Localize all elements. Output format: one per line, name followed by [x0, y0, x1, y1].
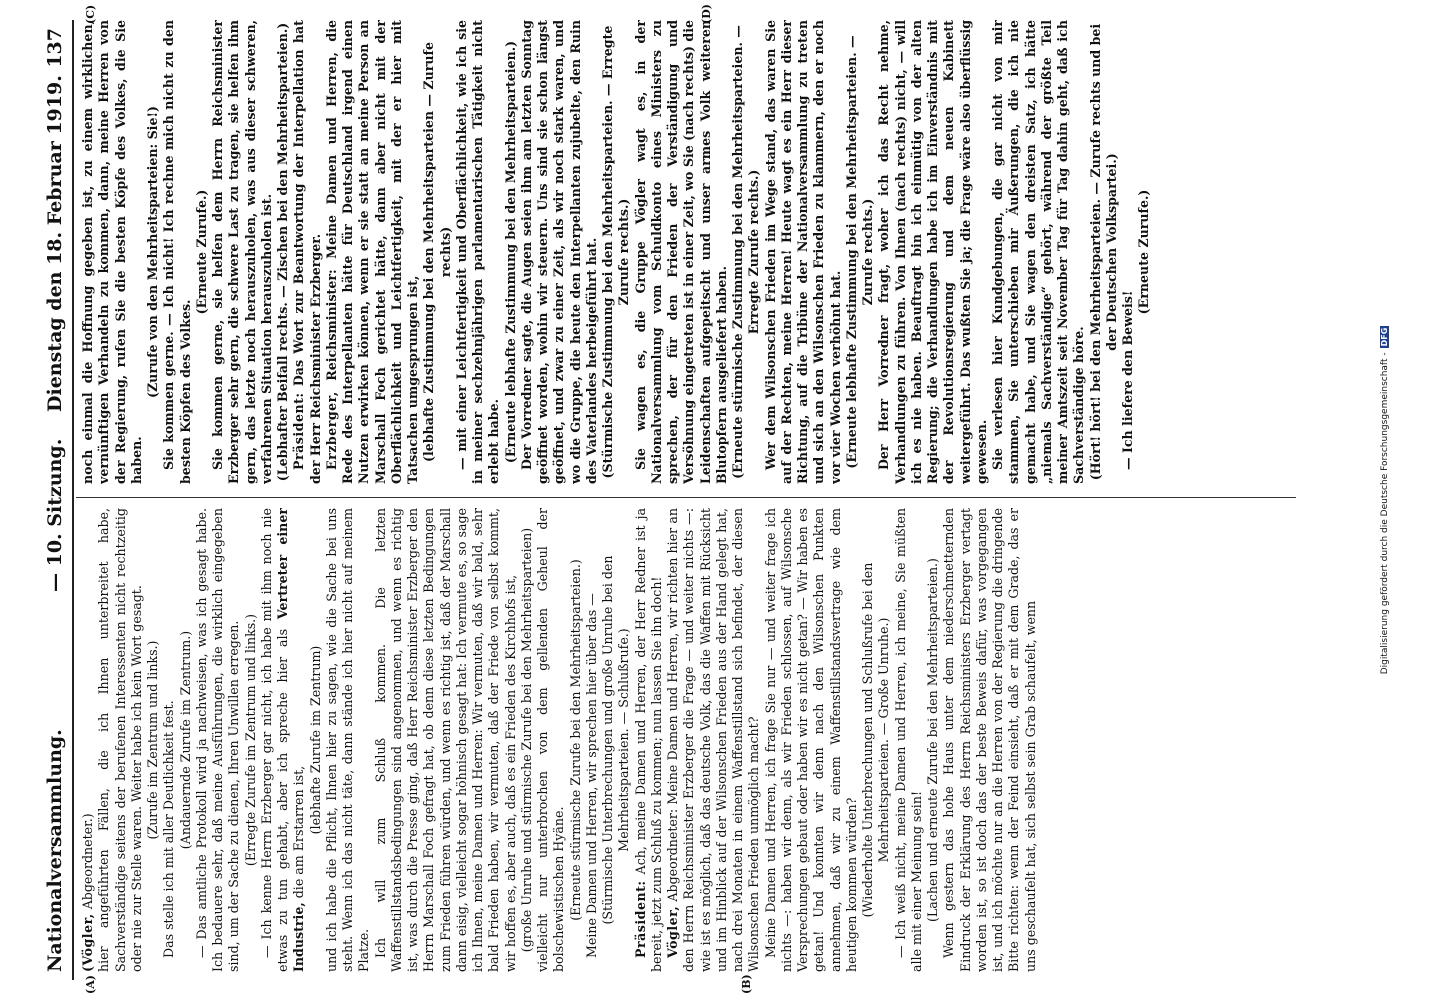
interjection: (große Unruhe und stürmische Zurufe bei den Mehrheitsparteien)	[518, 527, 534, 953]
paragraph: — Ich weiß nicht, meine Damen und Herren, ich meine, Sie müßten alle mit einer Meinung sein!	[892, 508, 924, 972]
interjection: (Erneute Zurufe.)	[1136, 189, 1152, 315]
margin-mark-d: (D)	[700, 4, 713, 24]
interjection: (Erneute Zurufe.)	[193, 189, 209, 315]
paragraph: Wer dem Wilsonschen Frieden im Wege stand, das waren Sie auf der Rechten, meine Herren! Heute wagt es ein Herr dieser Richtung, auf die Tribüne der Nationalversammlung zu treten und sich an den Wilsonschen Frieden zu klammern, den er noch vor vier Wochen verhöhnt hat.	[762, 20, 843, 484]
emphasis: „niemals Sachverständige“	[1038, 285, 1054, 484]
paragraph: Sie kommen gerne. — Ich nicht! Ich rechne mich nicht zu den besten Köpfen des Volkes.	[161, 20, 193, 484]
digitization-credit	[1380, 0, 1396, 1000]
paragraph: und ich habe die Pflicht, Ihnen hier zu sagen, wie die Sache bei uns steht. Wenn ich das nicht täte, dann stände ich hier nicht auf meinem Platze.	[323, 508, 372, 972]
interjection: (Lebhafter Beifall rechts. — Zischen bei den Mehrheitsparteien.)	[275, 22, 290, 482]
interjection: (Erneute stürmische Zustimmung bei den Mehrheitsparteien. — Erregte Zurufe rechts.)	[730, 25, 762, 479]
column-left	[80, 508, 1320, 972]
paragraph	[633, 20, 731, 484]
paragraph	[259, 508, 308, 972]
interjection: (Erneute stürmische Zurufe bei den Mehrheitsparteien.)	[567, 559, 583, 921]
paragraph: Der Vorredner sagte, die Augen seien ihm am letzten Sonntag geöffnet worden, wohin wir steuern. Uns sind sie schon längst geöffnet, und zwar zu einer Zeit, als wir noch stark waren, und wo die Gruppe, die heute den Interpellanten zujubelte, den Ruin des Vaterlandes herbeigeführt hat.	[518, 20, 599, 484]
paragraph: Sie kommen gerne, sie helfen dem Herrn Reichsminister Erzberger sehr gern, die schwere Last zu tragen, sie helfen ihm gern, das letzte noch herauszuholen, was aus dieser schweren, verfahrenen Situation herauszuholen ist.	[210, 20, 274, 484]
page-number: 137	[44, 28, 66, 68]
interjection: (Hört! hört! bei den Mehrheitsparteien. — Zurufe rechts und bei der Deutschen Volkspartei.)	[1087, 23, 1119, 481]
paragraph	[665, 508, 763, 972]
interjection: (Lachen und erneute Zurufe bei den Mehrheitsparteien.)	[925, 558, 940, 922]
paragraph: hier angeführten Fällen, die ich Ihnen unterbreitet habe, Sachverständige seitens der berufenen Interessenten nicht rechtzeitig oder nie zur Stelle waren. Weiter habe ich kein Wort gesagt.	[96, 508, 144, 972]
header-date: Dienstag den 18. Februar 1919.	[44, 75, 66, 412]
emphasis: Schuldkonto eines Ministers	[648, 50, 664, 271]
paragraph: vielleicht nur unterbrochen von dem gellenden Geheul der bolschewistischen Hyäne.	[535, 508, 567, 972]
text-run: gehört, während der größte Teil meiner Amtszeit seit November Tag für Tag dahin geht, daß ich Sachverständige höre.	[1038, 20, 1087, 484]
paragraph: Meine Damen und Herren, wir sprechen hier über das —	[583, 593, 599, 958]
interjection: (Stürmische Unterbrechungen und große Unruhe bei den Mehrheitsparteien. — Schlußrufe.)	[600, 555, 632, 925]
text-run: Reichsminister: Meine Damen und Herren, die Rede des Interpellanten hätte für Deutschland irgend einen Nutzen erwirken können, wenn er sie statt an meine Person an Marschall Foch gerichtet hätte, dann aber nicht mit der Oberflächlichkeit und Leichtfertigkeit, mit der er hier mit Tatsachen umgesprungen ist,	[323, 20, 420, 484]
speaker-name: Erzberger,	[323, 391, 339, 470]
credit-text: Digitalisierung gefördert durch die Deutsche Forschungsgemeinschaft -	[1380, 352, 1390, 675]
interjection: (Zurufe von den Mehrheitsparteien: Sie!)	[145, 106, 160, 398]
interjection: (Erneute lebhafte Zustimmung bei den Mehrheitsparteien.)	[502, 40, 518, 464]
paragraph: Wenn gestern das hohe Haus unter dem niederschmetternden Eindruck der Erklärung des Herrn Reichsministers Erzberger vertagt worden ist, so ist doch das der beste Beweis dafür, was vorgegangen ist, und ich möchte nur an die Herren von der Regierung die dringende Bitte richten: wenn der Feind einsieht, daß er mit dem Grade, das er uns geschaufelt hat, sich selbst sein Grab schaufelt, wenn	[941, 508, 1038, 972]
interjection: (lebhafte Zustimmung bei den Mehrheitsparteien — Zurufe rechts)	[421, 42, 453, 462]
interjection: (Erneute lebhafte Zustimmung bei den Mehrheitsparteien. — Zurufe rechts.)	[843, 35, 875, 469]
interjection: (Erregte Zurufe im Zentrum und links.)	[242, 613, 258, 867]
speaker-name: Präsident:	[632, 880, 648, 958]
speaker-name: Präsident:	[291, 392, 307, 470]
paragraph: — mit einer Leichtfertigkeit und Oberflächlichkeit, wie ich sie in meiner sechzehnjährigen parlamentarischen Tätigkeit nicht erlebt habe.	[453, 20, 502, 484]
paragraph: Das stelle ich mit aller Deutlichkeit fest.	[161, 700, 177, 958]
paragraph	[990, 20, 1088, 484]
text-run: zu sprechen, der für den Frieden der Verständigung und Versöhnung eingetreten ist in einer Zeit, wo Sie (nach rechts) die Leidenschaften aufgepeitscht und unser armes Volk weiteren Blutopfern ausgeliefert haben.	[648, 20, 729, 484]
interjection: (Andauernde Zurufe im Zentrum.)	[177, 630, 193, 850]
interjection: (Zurufe im Zentrum und links.)	[145, 640, 160, 840]
emphasis: Vertreter einer Industrie,	[275, 508, 307, 972]
paragraph: Der Herr Vorredner fragt, woher ich das Recht nehme, Verhandlungen zu führen. Von Ihnen (nach rechts) nicht, — will ich es nie haben. Beauftragt bin ich einmütig von der alten Regierung; die Verhandlungen habe ich im Einverständnis mit der Revolutionsregierung und dem neuen Kabinett weitergeführt. Das wußten Sie ja; die Frage wäre also überflüssig gewesen.	[876, 20, 989, 484]
header-rule	[72, 20, 74, 980]
paragraph	[633, 508, 666, 972]
text-run: Sie verlesen hier Kundgebungen, die gar nicht von mir stammen, Sie unterschieben mir Äußerungen, die ich nie gemacht habe, und Sie wagen den dreisten Satz, ich hätte	[990, 20, 1038, 484]
paragraph: Ich will zum Schluß kommen. Die letzten Waffenstillstandsbedingungen sind angenommen, und wenn es richtig ist, was durch die Presse ging, daß Herr Reichsminister Erzberger den Herrn Marschall Foch gefragt hat, ob denn diese letzten Bedingungen zum Frieden führen würden, und wenn es richtig ist, daß der Marschall dann eisig, vielleicht sogar höhnisch gesagt hat: Ich vermute es, so sage ich Ihnen, meine Damen und Herren: Wir vermuten, daß wir bald, sehr bald Frieden haben, wir vermuten, daß der Friede von selbst kommt, wir hoffen es, aber auch, daß es ein Frieden des Kirchhofs ist,	[372, 508, 518, 972]
paragraph: — Ich liefere den Beweis!	[1120, 290, 1135, 470]
column-divider	[76, 497, 1296, 498]
speaker-role: Abgeordneter.)	[80, 813, 95, 914]
paragraph: Meine Damen und Herren, ich frage Sie nur — und weiter frage ich nichts —: haben wir denn, als wir Frieden schlossen, auf Wilsonsche Versprechungen gebaut oder haben wir es nicht getan? — Wir haben es getan! Und konnten wir denn nach den Wilsonschen Punkten annehmen, daß wir zu einem Waffenstillstandsvertrage wie dem heutigen kommen würden?	[762, 508, 859, 972]
page-header	[40, 28, 70, 972]
paragraph	[291, 20, 324, 484]
margin-mark-b: (B)	[740, 974, 753, 994]
paragraph	[80, 508, 96, 972]
column-right	[80, 20, 1320, 484]
text-run: — Ich kenne Herrn Erzberger gar nicht, ich habe mit ihm noch nie etwas zu tun gehabt, aber ich spreche hier als	[258, 508, 290, 972]
margin-mark-c: (C)	[84, 4, 97, 24]
dfg-logo: DFG	[1380, 327, 1389, 347]
speaker-name: (Vögler,	[80, 913, 95, 972]
margin-mark-a: (A)	[84, 975, 97, 994]
text-run: Sie wagen es, die Gruppe Vögler wagt es, in der Nationalversammlung vom	[632, 20, 664, 484]
interjection: (Stürmische Zustimmung bei den Mehrheitsparteien. — Erregte Zurufe rechts.)	[600, 25, 632, 479]
text-run: die am Erstarren ist,	[291, 765, 307, 903]
text-run: Ach, meine Damen und Herren, der Herr Redner ist ja bereit, jetzt zum Schluß zu kommen; nun lassen Sie ihn doch!	[632, 508, 664, 972]
text-run: Abgeordneter: Meine Damen und Herren, wir richten hier an den Herrn Reichsminister Erzberger die Frage — und weiter nichts —: wie ist es möglich, daß das deutsche Volk, das die Waffen mit Rücksicht und im Hinblick auf der Wilsonschen Frieden aus der Hand gelegt hat, nach drei Monaten in einem Waffenstillstand sich befindet, der diesen Wilsonschen Frieden unmöglich macht?	[665, 508, 762, 972]
header-assembly: Nationalversammlung.	[44, 729, 66, 972]
interjection: (Wiederholte Unterbrechungen und Schlußrufe bei den Mehrheitsparteien. — Große Unruhe.)	[860, 562, 892, 918]
paragraph: noch einmal die Hoffnung gegeben ist, zu einem wirklichen, vernünftigen Verhandeln zu kommen, dann, meine Herren von der Regierung, rufen Sie die besten Köpfe des Volkes, die Sie haben.	[80, 20, 144, 484]
paragraph: — Das amtliche Protokoll wird ja nachweisen, was ich gesagt habe. Ich bedauere sehr, daß meine Ausführungen, die wirklich eingegeben sind, um der Sache zu dienen, Ihren Unwillen erregen.	[193, 508, 242, 972]
speaker-name: Vögler,	[665, 905, 680, 958]
interjection: (lebhafte Zurufe im Zentrum)	[307, 645, 323, 835]
paragraph	[324, 20, 422, 484]
text-run: Das Wort zur Beantwortung der Interpellation hat der Herr Reichsminister Erzberger.	[291, 20, 323, 484]
header-session: — 10. Sitzung.	[44, 438, 66, 592]
